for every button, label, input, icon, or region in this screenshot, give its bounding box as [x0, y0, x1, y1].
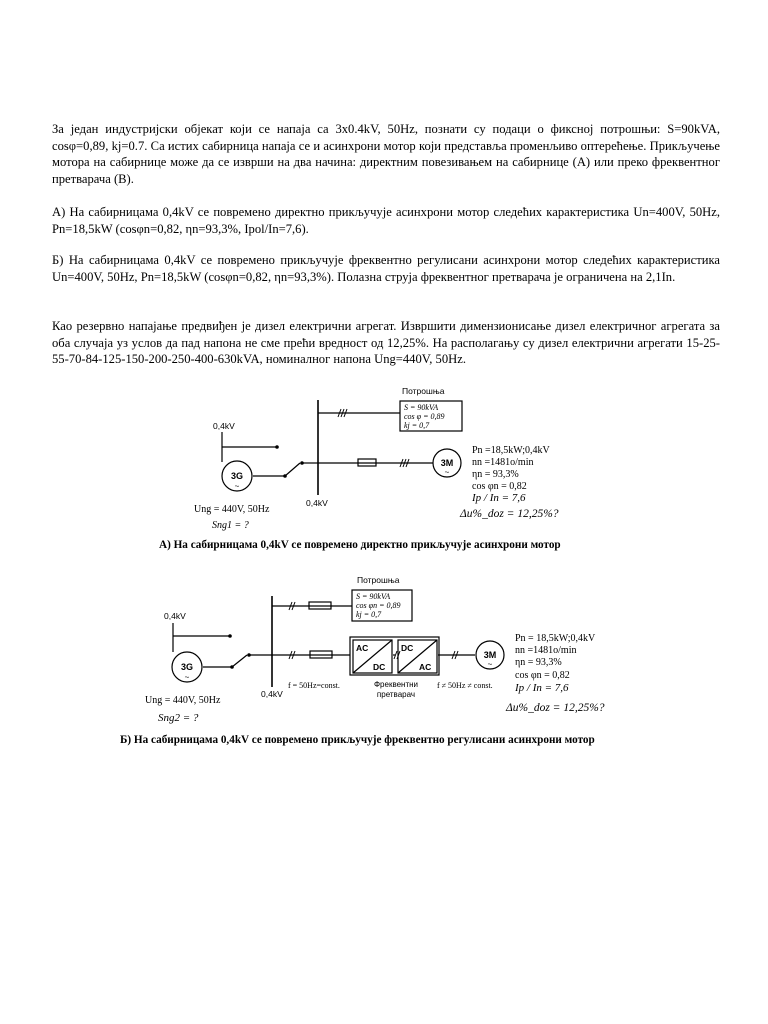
case-a-paragraph: А) На сабирницама 0,4kV се повремено директно прикључује асинхрони мотор следећих карактеристика Un=400V, 50Hz, Pn=18,5kW (cosφn=0,82, ηn=93,3%, Ipol/In=7,6). — [52, 205, 720, 236]
b-load-kj: kj = 0,7 — [356, 610, 382, 619]
b-voltage-drop: Δu%_doz = 12,25%? — [506, 702, 605, 714]
b-motor-symbol: 3M — [483, 650, 497, 660]
a-motor-pn: Pn =18,5kW;0,4kV — [472, 445, 550, 456]
b-conv-dc1: DC — [373, 662, 386, 672]
a-load-title: Потрошња — [402, 386, 445, 396]
b-freq-var: f ≠ 50Hz ≠ const. — [437, 681, 493, 690]
a-load-kj: kj = 0,7 — [404, 421, 430, 430]
b-load-s: S = 90kVA — [356, 592, 391, 601]
b-load-title: Потрошња — [357, 575, 400, 585]
a-generator-symbol: 3G — [230, 471, 244, 481]
a-load-cos: cos φ = 0,89 — [404, 412, 445, 421]
b-conv-dc2: DC — [401, 643, 414, 653]
task-paragraph: Као резервно напајање предвиђен је дизел електрични агрегат. Извршити димензионисање дизел електричног агрегата за оба случаја уз услов да пад напона не сме прећи вредност од 12,25%. На располагању су дизел електрични агрегати 15-25-55-70-84-125-150-200-250-400-630kVA, номиналног напона Ung=440V, 50Hz. — [52, 319, 720, 366]
b-motor-ipin: Ip / In = 7,6 — [515, 682, 569, 694]
a-motor-tilde: ~ — [444, 468, 450, 477]
b-motor-cos: cos φn = 0,82 — [515, 670, 570, 681]
a-bus-top-label: 0,4kV — [213, 421, 235, 431]
b-gen-voltage: Ung = 440V, 50Hz — [145, 695, 221, 706]
a-generator-tilde: ~ — [234, 482, 240, 491]
b-generator-tilde: ~ — [184, 673, 190, 682]
case-b-paragraph: Б) На сабирницама 0,4kV се повремено прикључује фреквентно регулисани асинхрони мотор следећих карактеристика Un=400V, 50Hz, Pn=18,5kW (cosφn=0,82, ηn=93,3%). Полазна струја фреквентног претварача је ограничена на 2,1In. — [52, 253, 720, 284]
a-gen-power: Sng1 = ? — [212, 520, 249, 531]
b-load-cos: cos φn = 0,89 — [356, 601, 401, 610]
b-motor-pn: Pn = 18,5kW;0,4kV — [515, 633, 596, 644]
b-converter-label-2: претварач — [376, 690, 416, 699]
b-conv-ac1: AC — [356, 643, 369, 653]
b-converter-label-1: Фреквентни — [373, 680, 419, 689]
diagram-a-caption: А) На сабирницама 0,4kV се повремено директно прикључује асинхрони мотор — [159, 539, 561, 551]
b-bus-top-label: 0,4kV — [164, 611, 186, 621]
a-motor-eta: ηn = 93,3% — [472, 469, 519, 480]
a-voltage-drop: Δu%_doz = 12,25%? — [460, 508, 559, 520]
a-motor-ipin: Ip / In = 7,6 — [472, 492, 526, 504]
intro-paragraph: За један индустријски објекат који се напаја са 3x0.4kV, 50Hz, познати су подаци о фиксној потрошњи: S=90kVA, cosφ=0,89, kj=0.7. Са истих сабирница напаја се и асинхрони мотор који представља променљиво оптерећење. Прикључење мотора на сабирнице може да се изврши на два начина: директним повезивањем на сабирнице (А) или преко фреквентног претварача (В). — [52, 122, 720, 186]
b-motor-tilde: ~ — [487, 660, 493, 669]
diagram-b-caption: Б) На сабирницама 0,4kV се повремено прикључује фреквентно регулисани асинхрони мотор — [120, 734, 595, 746]
b-generator-symbol: 3G — [180, 662, 194, 672]
b-conv-ac2: AC — [419, 662, 432, 672]
a-motor-symbol: 3M — [440, 458, 454, 468]
a-bus-bottom-label: 0,4kV — [306, 498, 328, 508]
b-motor-nn: nn =1481o/min — [515, 645, 577, 656]
a-load-s: S = 90kVA — [404, 403, 439, 412]
a-gen-voltage: Ung = 440V, 50Hz — [194, 504, 270, 515]
b-bus-bottom-label: 0,4kV — [261, 689, 283, 699]
b-freq-const: f = 50Hz=const. — [288, 681, 340, 690]
b-motor-eta: ηn = 93,3% — [515, 657, 562, 668]
a-motor-nn: nn =1481o/min — [472, 457, 534, 468]
b-gen-power: Sng2 = ? — [158, 712, 199, 724]
a-motor-cos: cos φn = 0,82 — [472, 481, 527, 492]
